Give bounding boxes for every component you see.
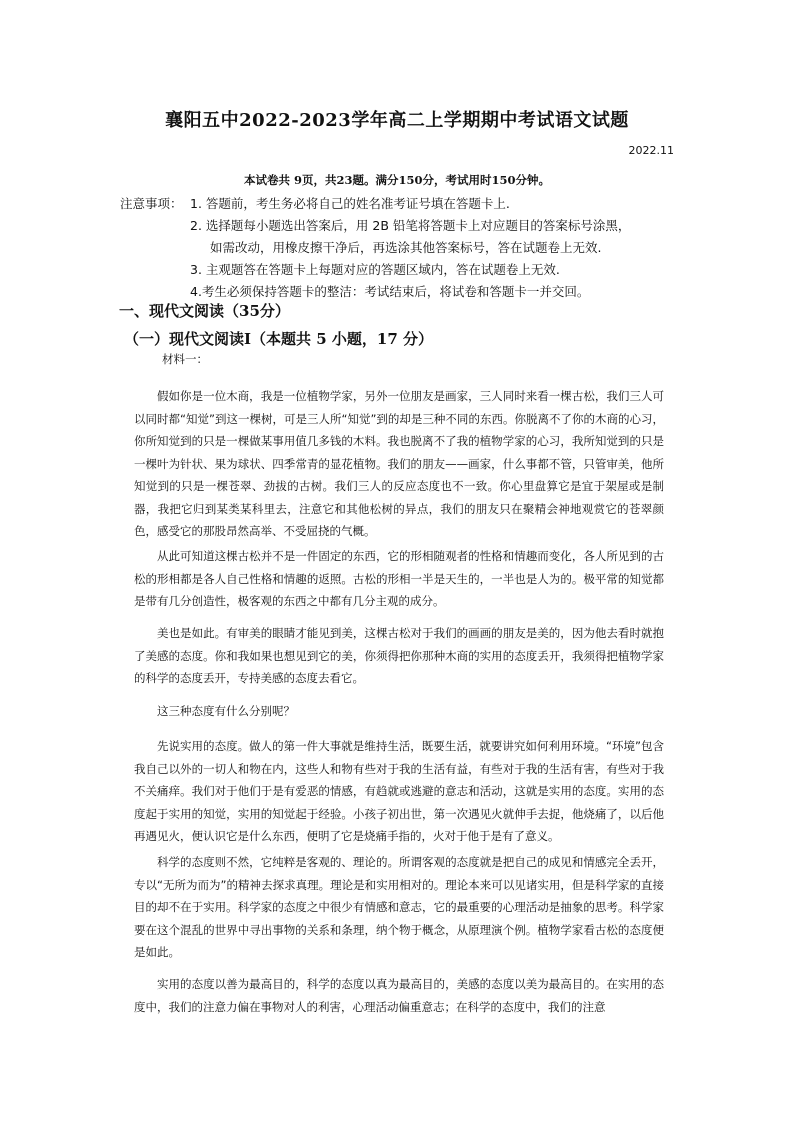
paragraph: 从此可知道这棵古松并不是一件固定的东西，它的形相随观者的性格和情趣而变化，各人所见到的古松的形相都是各人自己性格和情趣的返照。古松的形相一半是天生的，一半也是人为的。极平常的知觉都是带有几分创造性，极客观的东西之中都有几分主观的成分。 [134,549,664,608]
exam-info: 本试卷共 9页，共23题。满分150分，考试用时150分钟。 [243,173,551,187]
paragraph: 这三种态度有什么分别呢？ [157,704,295,718]
paragraph: 假如你是一位木商，我是一位植物学家，另外一位朋友是画家，三人同时来看一棵古松，我们三人可以同时都“知觉”到这一棵树，可是三人所“知觉”到的却是三种不同的东西。你脱离不了你的木商的心习，你所知觉到的只是一棵做某事用值几多钱的木料。我也脱离不了我的植物学家的心习，我所知觉到的只是一棵叶为针状、果为球状、四季常青的显花植物。我们的朋友——画家，什么事都不管，只管审美，他所知觉到的只是一棵苍翠、劲拔的古树。我们三人的反应态度也不一致。你心里盘算它是宜于架屋或是制器，我把它归到某类某科里去，注意它和其他松树的异点，我们的朋友只在聚精会神地观赏它的苍翠颜色，感受它的那股昂然高举、不受屈挠的气概。 [134,389,664,538]
paragraph: 科学的态度则不然，它纯粹是客观的、理论的。所谓客观的态度就是把自己的成见和情感完全丢开，专以“无所为而为”的精神去探求真理。理论是和实用相对的。理论本来可以见诸实用，但是科学家的直接目的却不在于实用。科学家的态度之中很少有情感和意志，它的最重要的心理活动是抽象的思考。科学家要在这个混乱的世界中寻出事物的关系和条理，纳个物于概念，从原理演个例。植物学家看古松的态度便是如此。 [134,855,664,959]
exam-date: 2022.11 [628,144,674,157]
notice-label: 注意事项： [120,196,183,211]
paragraph: 先说实用的态度。做人的第一件大事就是维持生活，既要生活，就要讲究如何利用环境。“环境”包含我自己以外的一切人和物在内，这些人和物有些对于我的生活有益，有些对于我的生活有害，有些对于我不关痛痒。我们对于他们于是有爱恶的情感，有趋就或逃避的意志和活动，这就是实用的态度。实用的态度起于实用的知觉，实用的知觉起于经验。小孩子初出世，第一次遇见火就伸手去捉，他烧痛了，以后他再遇见火，便认识它是什么东西，便明了它是烧痛手指的，火对于他于是有了意义。 [134,739,664,843]
material-label: 材料一： [162,352,208,366]
notice-item: 3. 主观题答在答题卡上每题对应的答题区域内，答在试题卷上无效. [190,262,560,277]
page-title: 襄阳五中2022-2023学年高二上学期期中考试语文试题 [165,110,629,131]
notice-item: 1. 答题前，考生务必将自己的姓名准考证号填在答题卡上. [190,196,510,211]
paragraph: 美也是如此。有审美的眼睛才能见到美，这棵古松对于我们的画画的朋友是美的，因为他去看时就抱了美感的态度。你和我如果也想见到它的美，你须得把你那种木商的实用的态度丢开，我须得把植物学家的科学的态度丢开，专持美感的态度去看它。 [134,626,664,685]
subsection-heading: （一）现代文阅读Ⅰ（本题共 5 小题，17 分） [124,330,433,348]
notice-item: 4.考生必须保持答题卡的整洁：考试结束后，将试卷和答题卡一并交回。 [190,284,590,299]
paragraph: 实用的态度以善为最高目的，科学的态度以真为最高目的，美感的态度以美为最高目的。在实用的态度中，我们的注意力偏在事物对人的利害，心理活动偏重意志；在科学的态度中，我们的注意 [134,977,664,1014]
notice-item: 如需改动，用橡皮擦干净后，再选涂其他答案标号，答在试题卷上无效. [210,240,602,255]
notice-item: 2. 选择题每小题选出答案后，用 2B 铅笔将答题卡上对应题目的答案标号涂黑， [190,218,631,233]
section-heading: 一、现代文阅读（35分） [119,302,290,320]
